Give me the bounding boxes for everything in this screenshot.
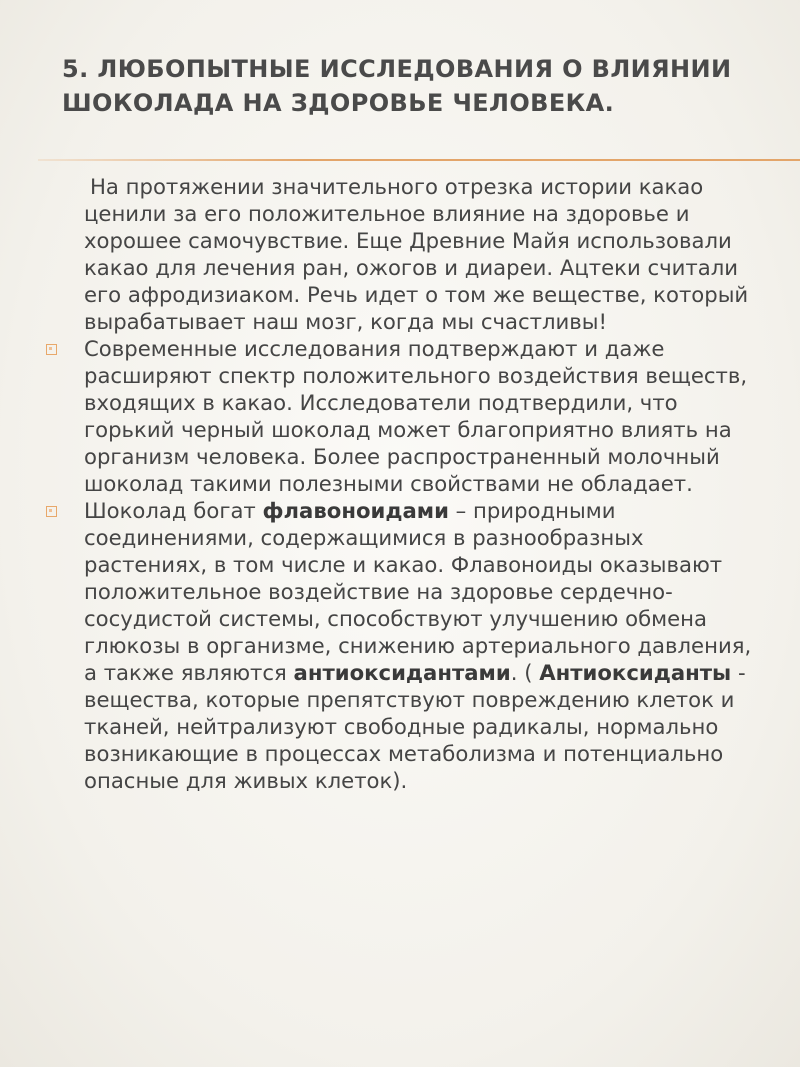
title-divider: [38, 159, 800, 161]
paragraph-flavonoids: [40, 497, 770, 794]
square-bullet-icon: [46, 506, 57, 517]
flavonoids-text-1: Шоколад богат: [84, 498, 263, 523]
slide-body: [40, 173, 770, 794]
term-antioxidants-def: Антиоксиданты: [539, 660, 732, 685]
flavonoids-text-4: - вещества, которые препятствуют повреждению клеток и тканей, нейтрализуют свободные радикалы, нормально возникающие в процессах метаболизма и потенциально опасные для живых клеток).: [84, 660, 746, 793]
term-flavonoids: флавоноидами: [262, 498, 449, 523]
paragraph-research-text: Современные исследования подтверждают и даже расширяют спектр положительного воздействия веществ, входящих в какао. Исследователи подтвердили, что горький черный шоколад может благоприятно влиять на организм человека. Более распространенный молочный шоколад такими полезными свойствами не обладает.: [84, 336, 748, 496]
square-bullet-icon: [46, 344, 57, 355]
flavonoids-text-2: – природными соединениями, содержащимися в разнообразных растениях, в том числе и какао. Флавоноиды оказывают положительное воздействие на здоровье сердечно-сосудистой системы, способствуют улучшению обмена глюкозы в организме, снижению артериального давления, а также являются: [84, 498, 752, 685]
slide-title: 5. ЛЮБОПЫТНЫЕ ИССЛЕДОВАНИЯ О ВЛИЯНИИ ШОКОЛАДА НА ЗДОРОВЬЕ ЧЕЛОВЕКА.: [62, 55, 732, 117]
paragraph-history: На протяжении значительного отрезка истории какао ценили за его положительное влияние на здоровье и хорошее самочувствие. Еще Древние Майя использовали какао для лечения ран, ожогов и диареи. Ацтеки считали его афродизиаком. Речь идет о том же веществе, который вырабатывает наш мозг, когда мы счастливы!: [84, 174, 749, 334]
term-antioxidants: антиоксидантами: [293, 660, 511, 685]
paragraph-research: [40, 335, 770, 497]
flavonoids-text-3: . (: [510, 660, 540, 685]
